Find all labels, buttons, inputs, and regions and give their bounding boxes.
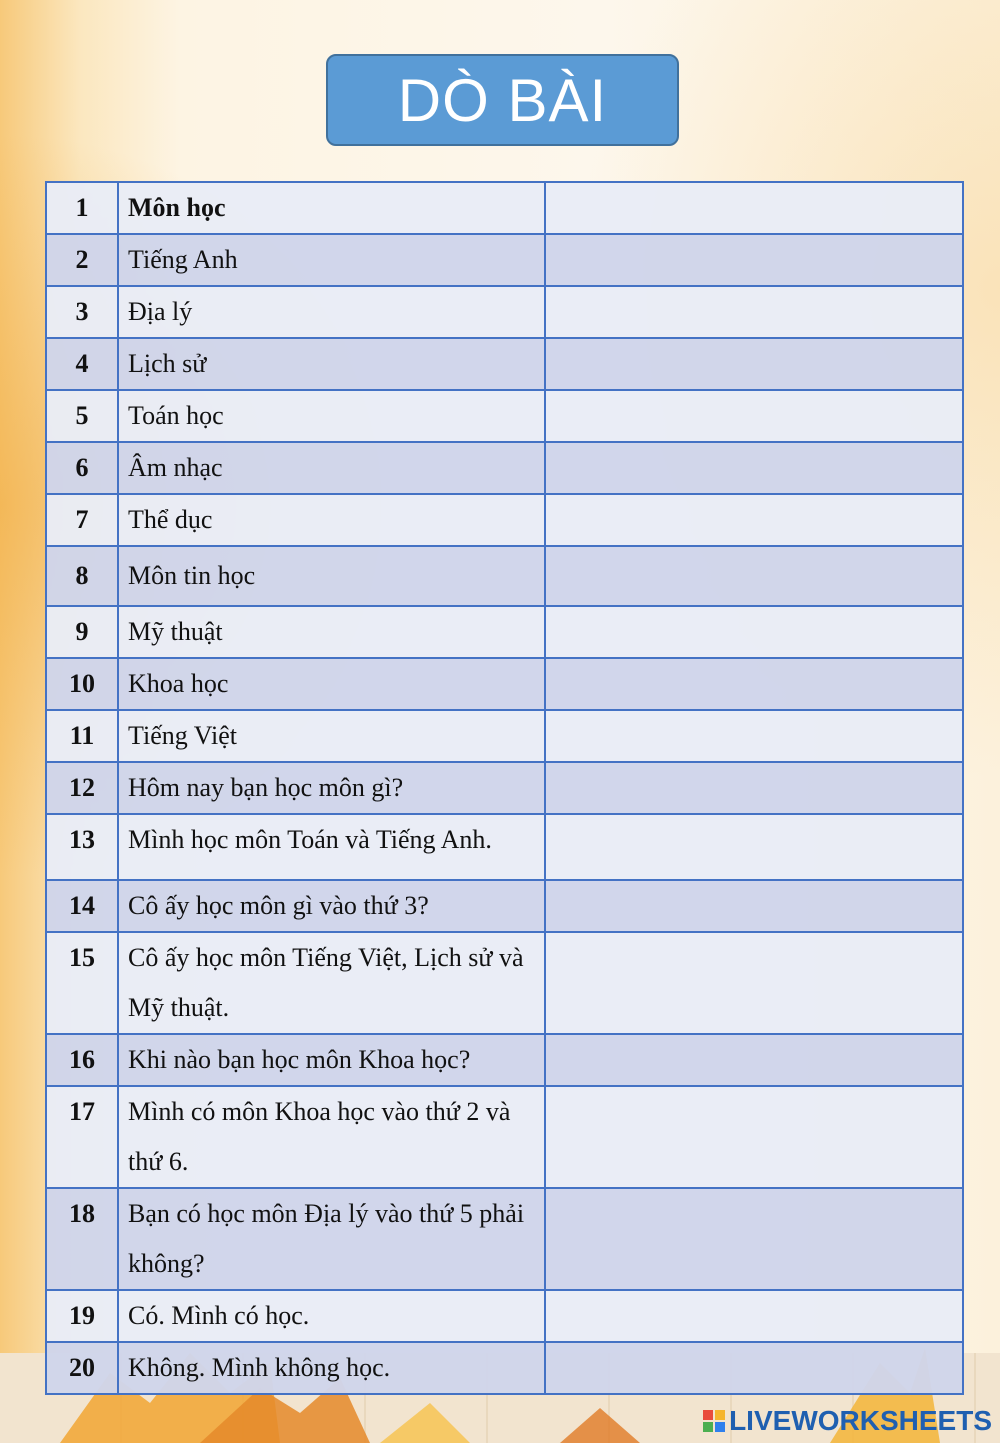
page-title: DÒ BÀI xyxy=(397,66,608,134)
table-row xyxy=(46,390,963,442)
answer-cell[interactable] xyxy=(545,880,963,932)
table-row xyxy=(46,182,963,234)
liveworksheets-logo xyxy=(703,1405,992,1437)
vietnamese-phrase: Cô ấy học môn Tiếng Việt, Lịch sử và Mỹ thuật. xyxy=(118,932,545,1034)
table-row xyxy=(46,1290,963,1342)
row-number: 3 xyxy=(46,286,118,338)
row-number: 4 xyxy=(46,338,118,390)
vietnamese-phrase: Khoa học xyxy=(118,658,545,710)
answer-cell[interactable] xyxy=(545,1086,963,1188)
answer-cell[interactable] xyxy=(545,1342,963,1394)
vietnamese-phrase: Thể dục xyxy=(118,494,545,546)
table-row xyxy=(46,1086,963,1188)
row-number: 9 xyxy=(46,606,118,658)
vietnamese-phrase: Môn tin học xyxy=(118,546,545,606)
row-number: 19 xyxy=(46,1290,118,1342)
vietnamese-phrase: Lịch sử xyxy=(118,338,545,390)
vietnamese-phrase: Cô ấy học môn gì vào thứ 3? xyxy=(118,880,545,932)
row-number: 12 xyxy=(46,762,118,814)
table-row xyxy=(46,1188,963,1290)
answer-cell[interactable] xyxy=(545,606,963,658)
vietnamese-phrase: Có. Mình có học. xyxy=(118,1290,545,1342)
row-number: 17 xyxy=(46,1086,118,1188)
row-number: 6 xyxy=(46,442,118,494)
table-row xyxy=(46,1034,963,1086)
row-number: 13 xyxy=(46,814,118,880)
answer-cell[interactable] xyxy=(545,814,963,880)
row-number: 14 xyxy=(46,880,118,932)
vietnamese-phrase: Mỹ thuật xyxy=(118,606,545,658)
answer-cell[interactable] xyxy=(545,182,963,234)
row-number: 11 xyxy=(46,710,118,762)
table-row xyxy=(46,606,963,658)
answer-cell[interactable] xyxy=(545,710,963,762)
table-row xyxy=(46,286,963,338)
answer-cell[interactable] xyxy=(545,658,963,710)
table-row xyxy=(46,442,963,494)
brand-name: LIVEWORKSHEETS xyxy=(729,1405,992,1436)
row-number: 5 xyxy=(46,390,118,442)
vietnamese-phrase: Toán học xyxy=(118,390,545,442)
vocabulary-table xyxy=(45,181,964,1395)
table-row xyxy=(46,658,963,710)
answer-cell[interactable] xyxy=(545,546,963,606)
answer-cell[interactable] xyxy=(545,338,963,390)
row-number: 15 xyxy=(46,932,118,1034)
answer-cell[interactable] xyxy=(545,932,963,1034)
row-number: 8 xyxy=(46,546,118,606)
table-row xyxy=(46,932,963,1034)
table-row xyxy=(46,710,963,762)
answer-cell[interactable] xyxy=(545,494,963,546)
vietnamese-phrase: Mình có môn Khoa học vào thứ 2 và thứ 6. xyxy=(118,1086,545,1188)
title-banner xyxy=(326,54,679,146)
answer-cell[interactable] xyxy=(545,442,963,494)
table-row xyxy=(46,814,963,880)
table-row xyxy=(46,1342,963,1394)
table-row xyxy=(46,494,963,546)
answer-cell[interactable] xyxy=(545,1034,963,1086)
vietnamese-phrase: Âm nhạc xyxy=(118,442,545,494)
table-row xyxy=(46,762,963,814)
table-row xyxy=(46,546,963,606)
answer-cell[interactable] xyxy=(545,286,963,338)
vietnamese-phrase: Không. Mình không học. xyxy=(118,1342,545,1394)
row-number: 2 xyxy=(46,234,118,286)
vietnamese-phrase: Hôm nay bạn học môn gì? xyxy=(118,762,545,814)
vietnamese-phrase: Bạn có học môn Địa lý vào thứ 5 phải không? xyxy=(118,1188,545,1290)
row-number: 16 xyxy=(46,1034,118,1086)
vietnamese-phrase: Tiếng Anh xyxy=(118,234,545,286)
answer-cell[interactable] xyxy=(545,390,963,442)
answer-cell[interactable] xyxy=(545,1290,963,1342)
table-row xyxy=(46,880,963,932)
table-row xyxy=(46,234,963,286)
row-number: 1 xyxy=(46,182,118,234)
vietnamese-phrase: Tiếng Việt xyxy=(118,710,545,762)
row-number: 20 xyxy=(46,1342,118,1394)
vietnamese-phrase: Mình học môn Toán và Tiếng Anh. xyxy=(118,814,545,880)
vietnamese-phrase: Môn học xyxy=(118,182,545,234)
vietnamese-phrase: Khi nào bạn học môn Khoa học? xyxy=(118,1034,545,1086)
row-number: 18 xyxy=(46,1188,118,1290)
row-number: 7 xyxy=(46,494,118,546)
row-number: 10 xyxy=(46,658,118,710)
answer-cell[interactable] xyxy=(545,762,963,814)
answer-cell[interactable] xyxy=(545,234,963,286)
answer-cell[interactable] xyxy=(545,1188,963,1290)
table-row xyxy=(46,338,963,390)
vietnamese-phrase: Địa lý xyxy=(118,286,545,338)
liveworksheets-icon xyxy=(703,1410,725,1432)
